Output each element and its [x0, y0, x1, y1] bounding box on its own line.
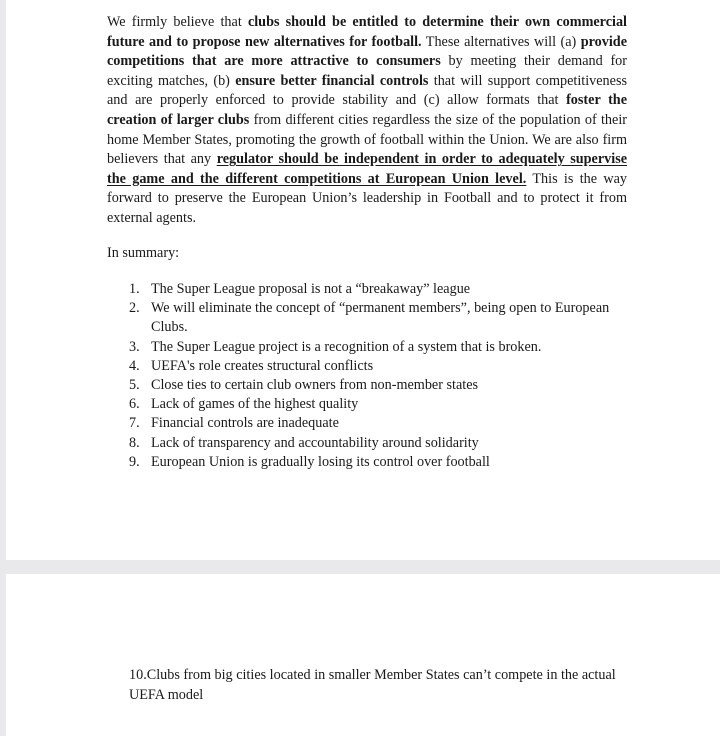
paragraph-text: We firmly believe that	[107, 14, 248, 30]
list-item-number: 1.	[129, 281, 140, 297]
bold-statement-larger-clubs: foster the creation of larger clubs	[107, 92, 627, 128]
paragraph-text: This is the way forward to preserve the European Union’s leadership in Football and to protect it from external agents.	[107, 170, 627, 226]
underlined-statement-regulator: regulator should be independent in order to adequately supervise the game and the different competitions at European Union level.	[107, 151, 628, 187]
list-item-text: UEFA's role creates structural conflicts	[151, 357, 374, 374]
list-item	[129, 395, 629, 414]
bold-statement-financial-controls: ensure better financial controls	[235, 72, 429, 89]
list-item	[129, 357, 629, 376]
summary-list	[129, 280, 629, 472]
list-item-text: European Union is gradually losing its control over football	[151, 453, 490, 470]
paragraph-text: that will support competitiveness and are properly enforced to provide stability and (c) allow formats that	[107, 72, 627, 109]
list-item-number: 4.	[129, 357, 140, 374]
list-item	[129, 299, 629, 337]
list-item-number: 7.	[129, 415, 140, 432]
paragraph-text: These alternatives will (a)	[421, 33, 581, 50]
list-item	[129, 434, 629, 453]
list-item	[129, 376, 629, 395]
summary-heading: In summary:	[107, 245, 180, 261]
list-item-text: Lack of games of the highest quality	[151, 396, 359, 413]
list-item-number: 10.	[129, 667, 147, 683]
list-item-text: The Super League project is a recognition of a system that is broken.	[151, 338, 542, 355]
list-item-number: 3.	[129, 338, 140, 355]
list-item-number: 2.	[129, 300, 140, 317]
list-item-number: 5.	[129, 377, 140, 394]
list-item-text: Financial controls are inadequate	[151, 415, 339, 432]
list-item	[129, 453, 629, 472]
intro-paragraph	[107, 13, 627, 229]
list-item	[129, 280, 629, 299]
paragraph-text: by meeting their demand for exciting matches, (b)	[107, 53, 627, 89]
bold-statement-attractive-competitions: provide competitions that are more attractive to consumers	[107, 33, 627, 70]
document-page-1	[6, 0, 720, 560]
list-item-text: Lack of transparency and accountability around solidarity	[151, 434, 479, 451]
list-item	[129, 665, 629, 705]
list-item	[129, 414, 629, 433]
list-item-number: 9.	[129, 453, 140, 470]
list-item	[129, 338, 629, 357]
document-page-2	[6, 574, 720, 736]
bold-statement-commercial-future: clubs should be entitled to determine their own commercial future and to propose new alternatives for football.	[107, 14, 628, 50]
list-item-text: The Super League proposal is not a “breakaway” league	[151, 281, 471, 297]
paragraph-text: from different cities regardless the size of the population of their home Member States, promoting the growth of football within the Union. We are also firm believers that any	[107, 111, 627, 168]
list-item-text: Clubs from big cities located in smaller Member States can’t compete in the actual UEFA model	[129, 667, 616, 703]
summary-list-continued	[129, 665, 629, 705]
list-item-number: 6.	[129, 396, 140, 413]
list-item-text: Close ties to certain club owners from non-member states	[151, 377, 479, 394]
list-item-text: We will eliminate the concept of “permanent members”, being open to European Clubs.	[151, 300, 610, 336]
list-item-number: 8.	[129, 434, 140, 451]
